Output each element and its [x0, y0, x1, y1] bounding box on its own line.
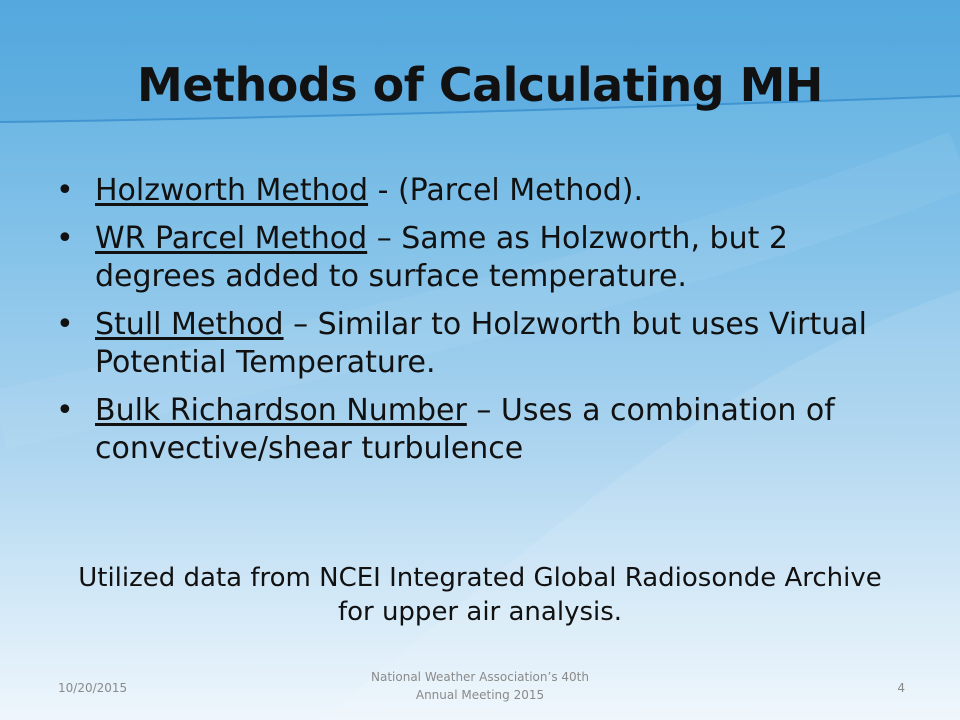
bullet-description: – Same as Holzworth, but 2 degrees added to surface temperature.: [95, 221, 788, 294]
bullet-list: [56, 172, 916, 478]
data-source-note: Utilized data from NCEI Integrated Global Radiosonde Archive for upper air analysis.: [78, 563, 882, 627]
footer-event-line1: National Weather Association’s 40th: [371, 670, 589, 684]
bullet-dot-icon: •: [56, 173, 74, 208]
footer-page-number: 4: [897, 681, 905, 695]
bullet-description: – Uses a combination of convective/shear turbulence: [95, 393, 835, 466]
bullet-dot-icon: •: [56, 307, 74, 342]
bullet-dot-icon: •: [56, 393, 74, 428]
bullet-bulk-richardson: [56, 392, 916, 468]
bullet-stull: [56, 306, 916, 382]
bullet-wr-parcel: [56, 220, 916, 296]
bullet-dot-icon: •: [56, 221, 74, 256]
footer-event: [330, 668, 630, 704]
bullet-term: Bulk Richardson Number: [95, 393, 467, 428]
bullet-term: Holzworth Method: [95, 173, 369, 208]
bullet-term: WR Parcel Method: [95, 221, 368, 256]
footer-date: 10/20/2015: [58, 681, 128, 695]
bullet-description: - (Parcel Method).: [368, 173, 644, 208]
bullet-holzworth: [56, 172, 916, 210]
bullet-description: – Similar to Holzworth but uses Virtual Potential Temperature.: [95, 307, 867, 380]
bullet-term: Stull Method: [95, 307, 284, 342]
footer-event-line2: Annual Meeting 2015: [415, 688, 545, 702]
slide-title: Methods of Calculating MH: [137, 58, 823, 112]
